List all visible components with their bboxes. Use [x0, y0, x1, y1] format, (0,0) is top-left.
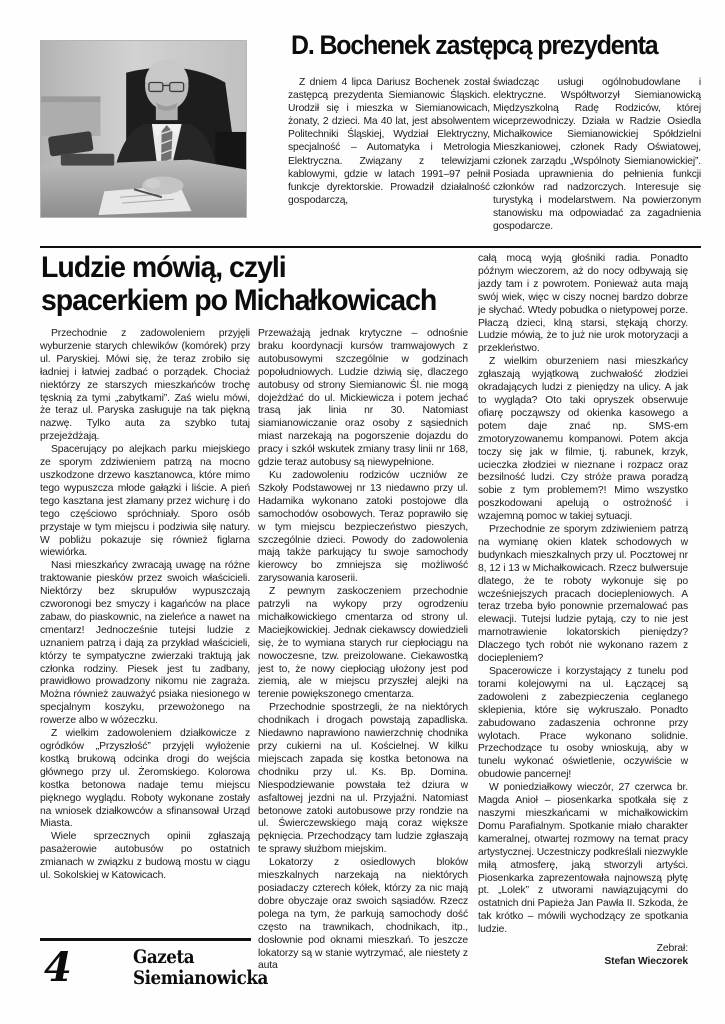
paragraph: Przechodnie ze sporym zdziwieniem patrzą na wymianę okien klatek schodowych w budynkach mieszkalnych przy ul. Pocztowej nr 8, 12 i 13 w Michałkowicach. Rzecz bulwersuje dlatego, że te roboty wykonuje się po wcześniejszych pracach dociepleniowych. A teraz trzeba było ponownie przemalować pas elewacji. Tutejsi ludzie pytają, czy to nie jest marnotrawienie lokatorskich pieniędzy? Dlaczego tych robót nie wykonano razem z dociepleniem? — [478, 524, 688, 665]
portrait-photo-illustration — [41, 41, 246, 217]
article1-text-1: Z dniem 4 lipca Dariusz Bochenek został zastępcą prezydenta Siemianowic Śląskich. Urodził się i mieszka w Siemianowicach, żonaty, 2 dzieci. Ma 40 lat, jest absolwentem Politechniki Śląskiej, Wydział Elektryczny, specjalność – Automatyka i Metrologia Elektryczna. Związany z telewizjami kablowymi, gdzie w latach 1991–97 pełnił funkcje dyrektorskie. Prowadził działalność gospodarczą, — [288, 77, 490, 206]
article2-title — [41, 251, 436, 317]
paragraph: Z wielkim zadowoleniem działkowicze z ogródków „Przyszłość” przyjęli wyłożenie kostką brukową odcinka drogi do wejścia głównego przy ul. Żeromskiego. Kolorowa kostka betonowa nadaje temu miejscu pięknego wyglądu. Roboty wykonane zostały na wniosek działkowców a sfinansował Urząd Miasta. — [40, 728, 250, 830]
article1-column-2 — [493, 76, 701, 233]
newspaper-logo-line1: Gazeta — [133, 946, 195, 968]
article1-title: D. Bochenek zastępcą prezydenta — [291, 30, 658, 60]
paragraph: Z pewnym zaskoczeniem przechodnie patrzyli na wykopy przy ogrodzeniu michałkowickiego cmentarza od strony ul. Maciejkowickiej. Jednak ciekawscy dowiedzieli się, że to wymiana starych rur ciepłociągu na nowoczesne, tzw. preizolowane. Ciekawostką jest to, że nowy ciepłociąg ułożony jest pod ziemią, ale w miejscu przyszłej alejki na terenie powiększonego cmentarza. — [258, 586, 468, 701]
newspaper-logo-line2: Siemianowicka — [133, 967, 268, 989]
paragraph: Przechodnie z zadowoleniem przyjęli wyburzenie starych chlewików (komórek) przy ul. Paryskiej. Mówi się, że teraz zrobiło się ładniej i łatwiej zadbać o porządek. Chociaż niektórzy ze starszych mieszkańców trochę tęsknią za tymi „zabytkami”. Zaś wielu mówi, że teraz ul. Paryska zasługuje na tak piękną nazwę. Tylko auta za szybko tutaj przejeżdżają. — [40, 328, 250, 443]
paragraph: Lokatorzy z osiedlowych bloków mieszkalnych narzekają na niektórych posiadaczy czterech kółek, którzy za nic mają dobre obyczaje oraz swoich sąsiadów. Rzecz polega na tym, że parkują samochody dość często na trawnikach, chodnikach, itp., dosłownie pod oknami mieszkań. To jeszcze lokatorzy są w stanie wytrzymać, ale niestety z auta — [258, 857, 468, 972]
article1-column-1 — [288, 76, 490, 207]
bochenek-portrait-photo — [40, 40, 247, 218]
paragraph: całą mocą wyją głośniki radia. Ponadto późnym wieczorem, aż do nocy odbywają się jazdy tam i z powrotem. Ponieważ auta mają swój wiek, więc w ciszy nocnej bardzo dobrze je słychać. Wtedy pobudka o nietypowej porze. Płaczą dzieci, klną starsi, stękają chorzy. Ludzie mówią, że to już nie urok motoryzacji a przekleństwo. — [478, 253, 688, 355]
byline — [478, 943, 688, 969]
article2-column-2 — [258, 328, 468, 1016]
paragraph: Nasi mieszkańcy zwracają uwagę na różne traktowanie piesków przez swoich właścicieli. Niektórzy bez skrupułów wypuszczają czworonogi bez smyczy i kagańców na place zabaw, do piaskownic, na zieleńce a nawet na cmentarz! Jednocześnie tutejsi ludzie z uznaniem patrzą i dają za przykład właścicieli, którzy te sympatyczne zwierzaki traktują jak członka rodziny. Piesek jest tu zadbany, prawidłowo prowadzony nikomu nie zagraża. Można również zauważyć psiaka niesionego w specjalnym koszyku, przewożonego na rowerze albo w wózeczku. — [40, 560, 250, 727]
paragraph: Ku zadowoleniu rodziców uczniów ze Szkoły Podstawowej nr 13 niedawno przy ul. Hadamika wykonano zatoki postojowe dla samochodów osobowych. Teraz poprawiło się w tym miejscu bezpieczeństwo pieszych, szczególnie dzieci. Powody do zadowolenia mają także parkujący tu swoje samochody kierowcy bo zmniejsza się możliwość zarysowania karoserii. — [258, 469, 468, 585]
footer-rule — [40, 938, 251, 941]
paragraph: Spacerujący po alejkach parku miejskiego ze sporym zdziwieniem patrzą na mocno uszkodzone drzewo kasztanowca, które mimo tego wypuszcza młode gałązki i liście. A pień tego kasztana jest złamany przez wichurę i do tego częściowo spróchniały. Sporo osób przystaje w tym miejscu i podziwia siłę natury. W pobliżu pokazuje się również figlarna wiewiórka. — [40, 444, 250, 559]
newspaper-logo — [133, 947, 268, 989]
article2-column-3 — [478, 253, 688, 1016]
paragraph: Z wielkim oburzeniem nasi mieszkańcy zgłaszają wyjątkową zuchwałość złodziei okradających ludzi z pieniędzy na ulicy. A jak to wygląda? Oto taki opryszek obserwuje ofiarę począwszy od okienka kasowego a potem daje znać np. SMS-em zmotoryzowanemu kompanowi. Potem akcja toczy się jak w filmie, tj. rabunek, krzyk, ucieczka złodziei w nieznane i rozpacz oraz bezsilność ludzi. Czy stróże prawa poradzą sobie z tym problemem?! Mimo wszystko poszkodowani apelują o ostrożność i wzajemną pomoc w takiej sytuacji. — [478, 356, 688, 523]
article1-text-2: świadcząc usługi ogólnobudowlane i elektryczne. Współtworzył Siemianowicką Międzyszkolną Radę Rodziców, której wiceprzewodniczy. Działa w Radzie Osiedla Michałkowice Siemianowickiej Spółdzielni Mieszkaniowej, członek Rady Oświatowej, członek zarządu „Wspólnoty Siemianowickiej”. Posiada uprawnienia do pełnienia funkcji członków rad nadzorczych. Interesuje się turystyką i modelarstwem. Na powierzonym stanowisku ma odpowiadać za zagadnienia gospodarcze. — [493, 77, 701, 233]
section-divider-rule — [40, 246, 701, 248]
paragraph: Przechodnie spostrzegli, że na niektórych chodnikach i drogach powstają zapadliska. Niedawno naprawiono nawierzchnię chodnika przy cukierni na ul. Kościelnej. W kilku miejscach zapada się kostka betonowa na chodniku przy ul. Ks. Bp. Domina. Niespodziewanie powstała też dziura w asfaltowej jezdni na ul. Przyjaźni. Natomiast betonowe zatoki autobusowe przy rondzie na ul. Świerczewskiego mają coraz większe pęknięcia. Przechodzący tam ludzie zgłaszają te sprawy służbom miejskim. — [258, 702, 468, 856]
page-number: 4 — [44, 944, 72, 991]
paragraph: Przeważają jednak krytyczne – odnośnie braku koordynacji kursów tramwajowych z autobusowymi szczególnie w godzinach popołudniowych. Ludzie dziwią się, dlaczego autobusy od strony Siemianowic Śl. nie mogą dojeżdżać do ul. Mickiewicza i potem jechać trasą jak linia nr 30. Natomiast siamianowiczanie oraz osoby z sąsiednich miast narzekają na pogorszenie dojazdu do pracy i szkół wskutek zmiany trasy linii nr 168, gdzie teraz autobusy są niewypełnione. — [258, 328, 468, 469]
paragraph: W poniedziałkowy wieczór, 27 czerwca br. Magda Anioł – piosenkarka spotkała się z naszymi mieszkańcami w michałkowickim Domu Parafialnym. Spotkanie miało charakter kameralnej, otwartej rozmowy na temat pracy artystycznej. Uczestniczy podkreślali niezwykle miłą atmosferę, jaką stworzyli artyści. Piosenkarka zaprezentowała najnowszą płytę pt. „Lolek” z utworami nawiązującymi do ostatnich dni Papieża Jan Pawła II. Szkoda, że tak krótko – mówili wychodzący ze spotkania ludzie. — [478, 782, 688, 936]
paragraph: Spacerowicze i korzystający z tunelu pod torami kolejowymi na ul. Łączącej są zadowoleni z zabezpieczenia ceglanego sklepienia, które się wykruszało. Ponadto zabudowano zadaszenia ochronne przy wylotach. Prace wykonano solidnie. Przechodzące tu osoby wnioskują, aby w tunelu wykonać oświetlenie, oczywiście w obudowie pancernej! — [478, 666, 688, 781]
article2-column-1 — [40, 328, 250, 928]
article2-title-line2: spacerkiem po Michałkowicach — [41, 284, 437, 317]
paragraph: Wiele sprzecznych opinii zgłaszają pasażerowie autobusów po ostatnich zmianach w związku z budową mostu w ciągu ul. Sokolskiej w Katowicach. — [40, 831, 250, 882]
byline-label: Zebrał: — [656, 943, 688, 955]
article2-title-line1: Ludzie mówią, czyli — [41, 251, 286, 284]
byline-author: Stefan Wieczorek — [604, 955, 688, 967]
